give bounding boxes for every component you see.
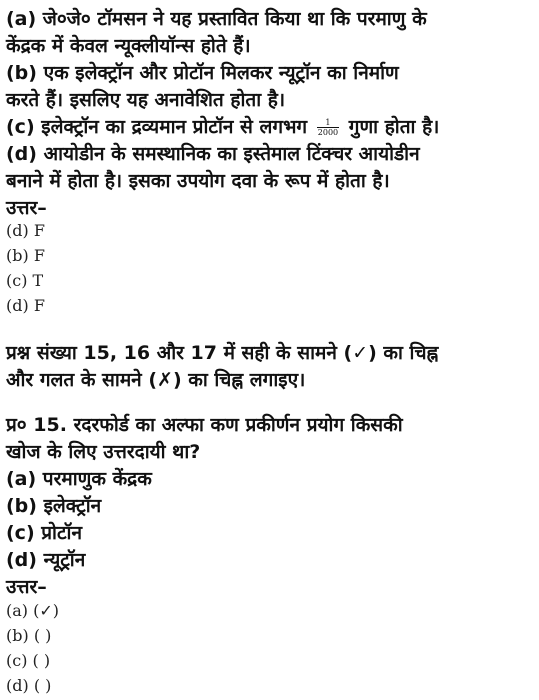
- answer-item: (a) (✓): [6, 601, 59, 620]
- statement-b-line1: (b) एक इलेक्ट्रॉन और प्रोटॉन मिलकर न्यूट्रॉन का निर्माण: [6, 62, 399, 84]
- fraction: [317, 118, 339, 137]
- question-15-line2: खोज के लिए उत्तरदायी था?: [6, 441, 201, 463]
- answer-item: (c) ( ): [6, 651, 51, 670]
- question-15-line1: प्र० 15. रदरफोर्ड का अल्फा कण प्रकीर्णन प्रयोग किसकी: [6, 414, 403, 436]
- statement-d-line1: (d) आयोडीन के समस्थानिक का इस्तेमाल टिंक्चर आयोडीन: [6, 143, 420, 165]
- answer-item: (b) F: [6, 246, 45, 265]
- answer-item: (c) T: [6, 271, 44, 290]
- option-d: (d) न्यूट्रॉन: [6, 549, 86, 571]
- statement-b-line2: करते हैं। इसलिए यह अनावेशित होता है।: [6, 89, 286, 111]
- option-b: (b) इलेक्ट्रॉन: [6, 495, 102, 517]
- statement-a-line1: (a) जे०जे० टॉमसन ने यह प्रस्तावित किया था कि परमाणु के: [6, 8, 427, 30]
- fraction-numerator: 1: [317, 118, 339, 128]
- instruction-line1: प्रश्न संख्या 15, 16 और 17 में सही के सामने (✓) का चिह्न: [6, 342, 439, 364]
- answer-item: (d) ( ): [6, 676, 52, 695]
- statement-c-text-end: गुणा होता है।: [348, 116, 440, 138]
- answer-heading: उत्तर–: [6, 576, 47, 598]
- fraction-denominator: 2000: [317, 128, 339, 137]
- answer-item: (d) F: [6, 221, 45, 240]
- option-c: (c) प्रोटॉन: [6, 522, 83, 544]
- answer-item: (d) F: [6, 296, 45, 315]
- instruction-line2: और गलत के सामने (✗) का चिह्न लगाइए।: [6, 369, 306, 391]
- answer-heading: उत्तर–: [6, 197, 47, 219]
- statement-d-line2: बनाने में होता है। इसका उपयोग दवा के रूप में होता है।: [6, 170, 390, 192]
- statement-c-text: (c) इलेक्ट्रॉन का द्रव्यमान प्रोटॉन से लगभग: [6, 116, 308, 138]
- statement-a-line2: केंद्रक में केवल न्यूक्लीयॉन्स होते हैं।: [6, 35, 251, 57]
- statement-c: [6, 114, 439, 140]
- option-a: (a) परमाणुक केंद्रक: [6, 468, 152, 490]
- answer-item: (b) ( ): [6, 626, 52, 645]
